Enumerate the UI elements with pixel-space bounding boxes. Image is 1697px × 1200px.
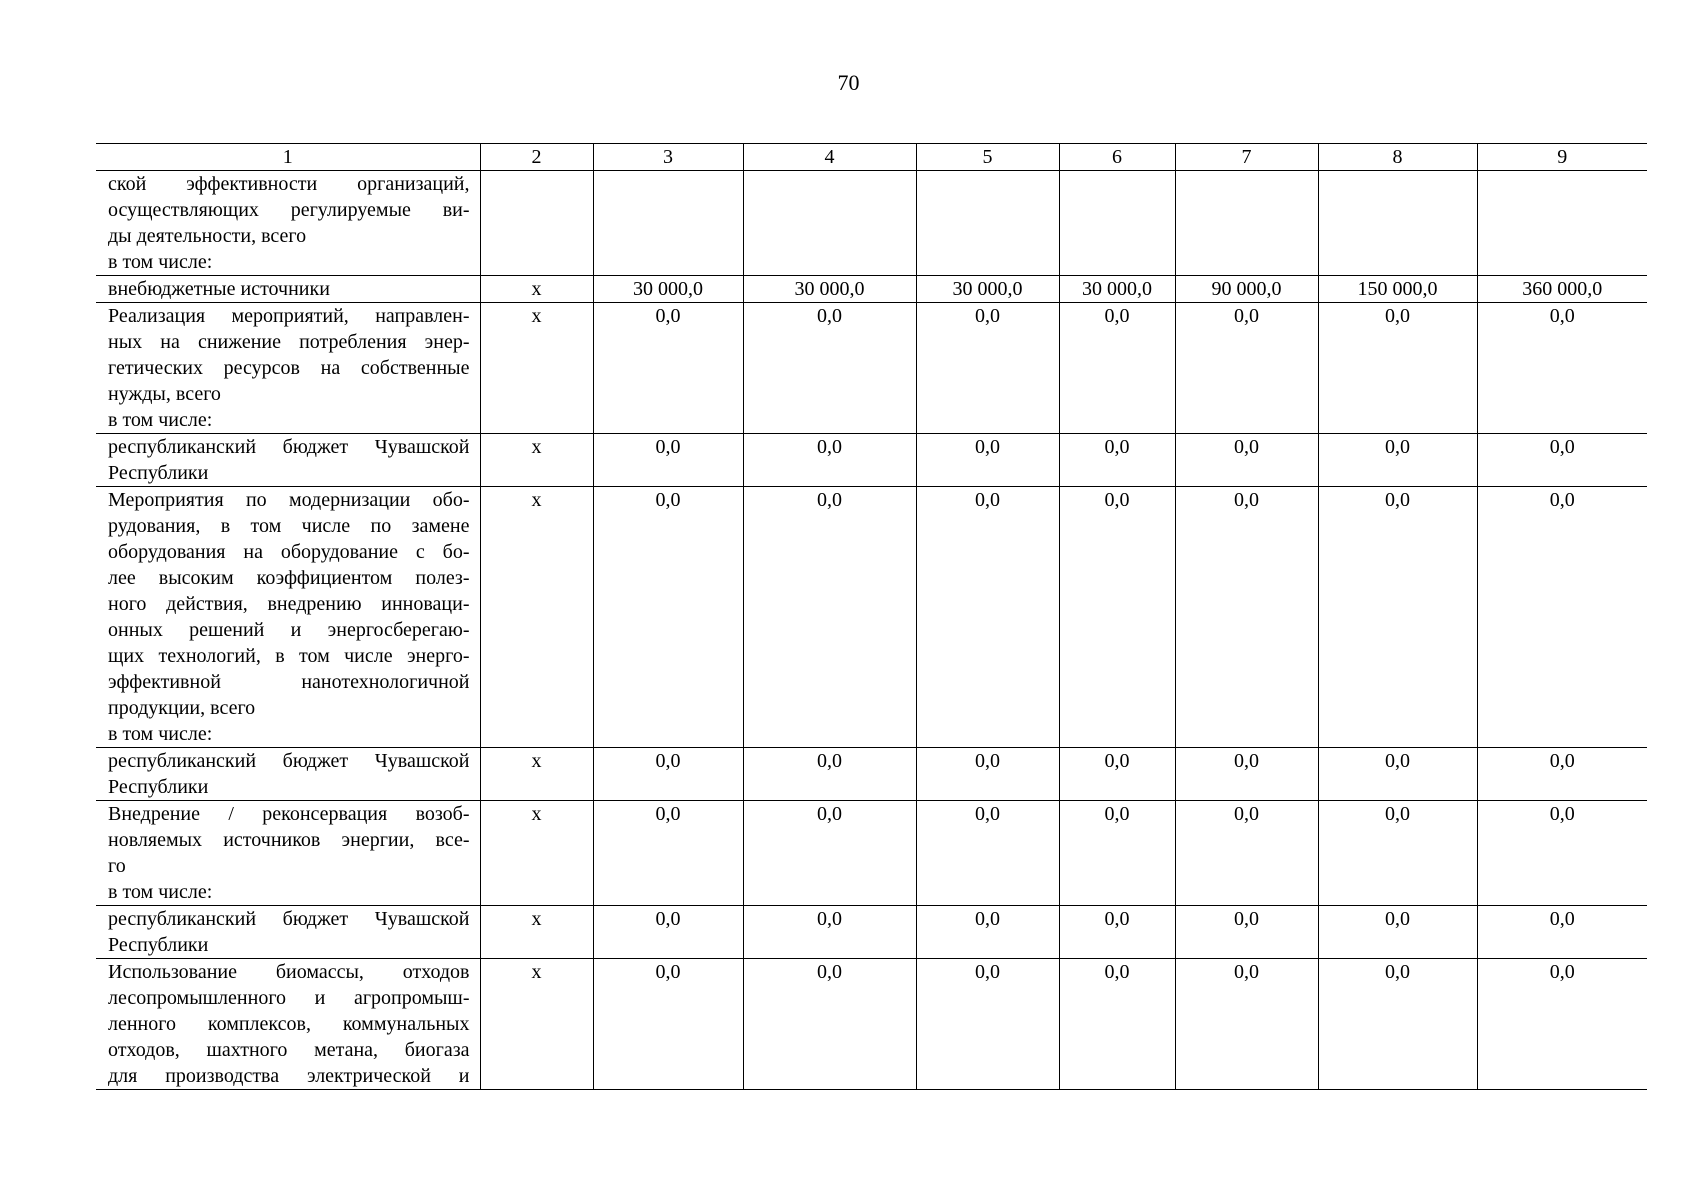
table-row: [96, 801, 1647, 906]
column-header: 3: [593, 144, 743, 171]
row-description: [96, 434, 480, 487]
description-line: Республики: [108, 462, 209, 484]
table-row: [96, 487, 1647, 748]
description-line: рудования, в том числе по замене: [108, 515, 470, 537]
description-line: Реализация мероприятий, направлен-: [108, 305, 470, 327]
value-cell: 0,0: [1059, 801, 1175, 906]
column-header: 8: [1318, 144, 1477, 171]
value-cell: 0,0: [593, 434, 743, 487]
description-line: внебюджетные источники: [108, 278, 330, 300]
description-line: лесопромышленного и агропромыш-: [108, 987, 470, 1009]
description-line: ды деятельности, всего: [108, 225, 307, 247]
value-cell: 0,0: [1318, 801, 1477, 906]
page-number: 70: [837, 70, 860, 95]
value-cell: 0,0: [1175, 434, 1318, 487]
table-body: [96, 171, 1647, 1090]
column-header: 6: [1059, 144, 1175, 171]
value-cell: [1059, 171, 1175, 276]
value-cell: [916, 171, 1059, 276]
row-description: [96, 303, 480, 434]
value-cell: 0,0: [1318, 959, 1477, 1090]
description-line: в том числе:: [108, 723, 213, 745]
value-cell: [1477, 171, 1647, 276]
description-line: эффективной нанотехнологичной: [108, 671, 470, 693]
column-number-row: [96, 144, 1647, 171]
table-row: [96, 434, 1647, 487]
value-cell: 0,0: [1318, 748, 1477, 801]
value-cell: 0,0: [1175, 906, 1318, 959]
value-cell: [1318, 171, 1477, 276]
description-line: продукции, всего: [108, 697, 256, 719]
value-cell: 0,0: [916, 303, 1059, 434]
table-row: [96, 303, 1647, 434]
row-description: [96, 959, 480, 1090]
value-cell: 0,0: [1059, 959, 1175, 1090]
value-cell: 0,0: [743, 434, 916, 487]
description-line: в том числе:: [108, 881, 213, 903]
value-cell: 0,0: [1477, 959, 1647, 1090]
unit-cell: х: [480, 276, 593, 303]
value-cell: 0,0: [916, 487, 1059, 748]
description-line: республиканский бюджет Чувашской: [108, 908, 470, 930]
description-line: ленного комплексов, коммунальных: [108, 1013, 470, 1035]
value-cell: 0,0: [1477, 906, 1647, 959]
description-line: республиканский бюджет Чувашской: [108, 436, 470, 458]
description-line: Внедрение / реконсервация возоб-: [108, 803, 470, 825]
value-cell: 0,0: [1175, 801, 1318, 906]
description-line: ской эффективности организаций,: [108, 173, 470, 195]
table-row: [96, 906, 1647, 959]
value-cell: 30 000,0: [593, 276, 743, 303]
value-cell: [1175, 171, 1318, 276]
row-description: [96, 171, 480, 276]
value-cell: 0,0: [743, 748, 916, 801]
description-line: новляемых источников энергии, все-: [108, 829, 470, 851]
value-cell: 0,0: [1059, 487, 1175, 748]
table-row: [96, 171, 1647, 276]
description-line: в том числе:: [108, 409, 213, 431]
value-cell: 90 000,0: [1175, 276, 1318, 303]
value-cell: 0,0: [593, 801, 743, 906]
column-header: 4: [743, 144, 916, 171]
unit-cell: х: [480, 801, 593, 906]
value-cell: 0,0: [1477, 487, 1647, 748]
description-line: Мероприятия по модернизации обо-: [108, 489, 470, 511]
column-header: 1: [96, 144, 480, 171]
description-line: ных на снижение потребления энер-: [108, 331, 470, 353]
value-cell: 0,0: [1477, 434, 1647, 487]
value-cell: 0,0: [593, 487, 743, 748]
value-cell: 0,0: [1059, 434, 1175, 487]
description-line: гетических ресурсов на собственные: [108, 357, 470, 379]
value-cell: 0,0: [743, 801, 916, 906]
row-description: [96, 276, 480, 303]
description-line: в том числе:: [108, 251, 213, 273]
value-cell: 0,0: [743, 959, 916, 1090]
value-cell: 0,0: [593, 959, 743, 1090]
column-header: 7: [1175, 144, 1318, 171]
unit-cell: [480, 171, 593, 276]
value-cell: 0,0: [743, 303, 916, 434]
value-cell: 0,0: [1059, 303, 1175, 434]
value-cell: 0,0: [1477, 801, 1647, 906]
value-cell: 0,0: [1318, 906, 1477, 959]
table-row: [96, 959, 1647, 1090]
description-line: Республики: [108, 776, 209, 798]
value-cell: 0,0: [1175, 748, 1318, 801]
value-cell: 0,0: [1175, 959, 1318, 1090]
value-cell: 360 000,0: [1477, 276, 1647, 303]
value-cell: [743, 171, 916, 276]
unit-cell: х: [480, 906, 593, 959]
value-cell: 0,0: [593, 748, 743, 801]
value-cell: 30 000,0: [916, 276, 1059, 303]
value-cell: 150 000,0: [1318, 276, 1477, 303]
value-cell: 0,0: [743, 906, 916, 959]
value-cell: 0,0: [1318, 487, 1477, 748]
description-line: щих технологий, в том числе энерго-: [108, 645, 470, 667]
row-description: [96, 748, 480, 801]
column-header: 9: [1477, 144, 1647, 171]
description-line: республиканский бюджет Чувашской: [108, 750, 470, 772]
unit-cell: х: [480, 434, 593, 487]
table-row: [96, 276, 1647, 303]
value-cell: 0,0: [1318, 303, 1477, 434]
description-line: Республики: [108, 934, 209, 956]
column-header: 2: [480, 144, 593, 171]
description-line: отходов, шахтного метана, биогаза: [108, 1039, 470, 1061]
unit-cell: х: [480, 487, 593, 748]
description-line: нужды, всего: [108, 383, 221, 405]
value-cell: 0,0: [916, 801, 1059, 906]
row-description: [96, 487, 480, 748]
value-cell: 0,0: [1059, 906, 1175, 959]
column-header: 5: [916, 144, 1059, 171]
value-cell: 0,0: [916, 906, 1059, 959]
description-line: Использование биомассы, отходов: [108, 961, 470, 983]
value-cell: [593, 171, 743, 276]
value-cell: 0,0: [1318, 434, 1477, 487]
unit-cell: х: [480, 748, 593, 801]
value-cell: 0,0: [593, 303, 743, 434]
value-cell: 0,0: [916, 434, 1059, 487]
description-line: онных решений и энергосберегаю-: [108, 619, 470, 641]
description-line: для производства электрической и: [108, 1065, 470, 1087]
row-description: [96, 906, 480, 959]
value-cell: 30 000,0: [743, 276, 916, 303]
value-cell: 0,0: [743, 487, 916, 748]
description-line: осуществляющих регулируемые ви-: [108, 199, 470, 221]
table-row: [96, 748, 1647, 801]
value-cell: 0,0: [916, 748, 1059, 801]
value-cell: 0,0: [1059, 748, 1175, 801]
value-cell: 0,0: [1175, 487, 1318, 748]
unit-cell: х: [480, 959, 593, 1090]
description-line: лее высоким коэффициентом полез-: [108, 567, 470, 589]
value-cell: 30 000,0: [1059, 276, 1175, 303]
description-line: ного действия, внедрению инноваци-: [108, 593, 470, 615]
budget-table: [96, 143, 1647, 1090]
unit-cell: х: [480, 303, 593, 434]
description-line: оборудования на оборудование с бо-: [108, 541, 470, 563]
value-cell: 0,0: [593, 906, 743, 959]
description-line: го: [108, 855, 126, 877]
value-cell: 0,0: [916, 959, 1059, 1090]
value-cell: 0,0: [1477, 303, 1647, 434]
row-description: [96, 801, 480, 906]
value-cell: 0,0: [1477, 748, 1647, 801]
value-cell: 0,0: [1175, 303, 1318, 434]
